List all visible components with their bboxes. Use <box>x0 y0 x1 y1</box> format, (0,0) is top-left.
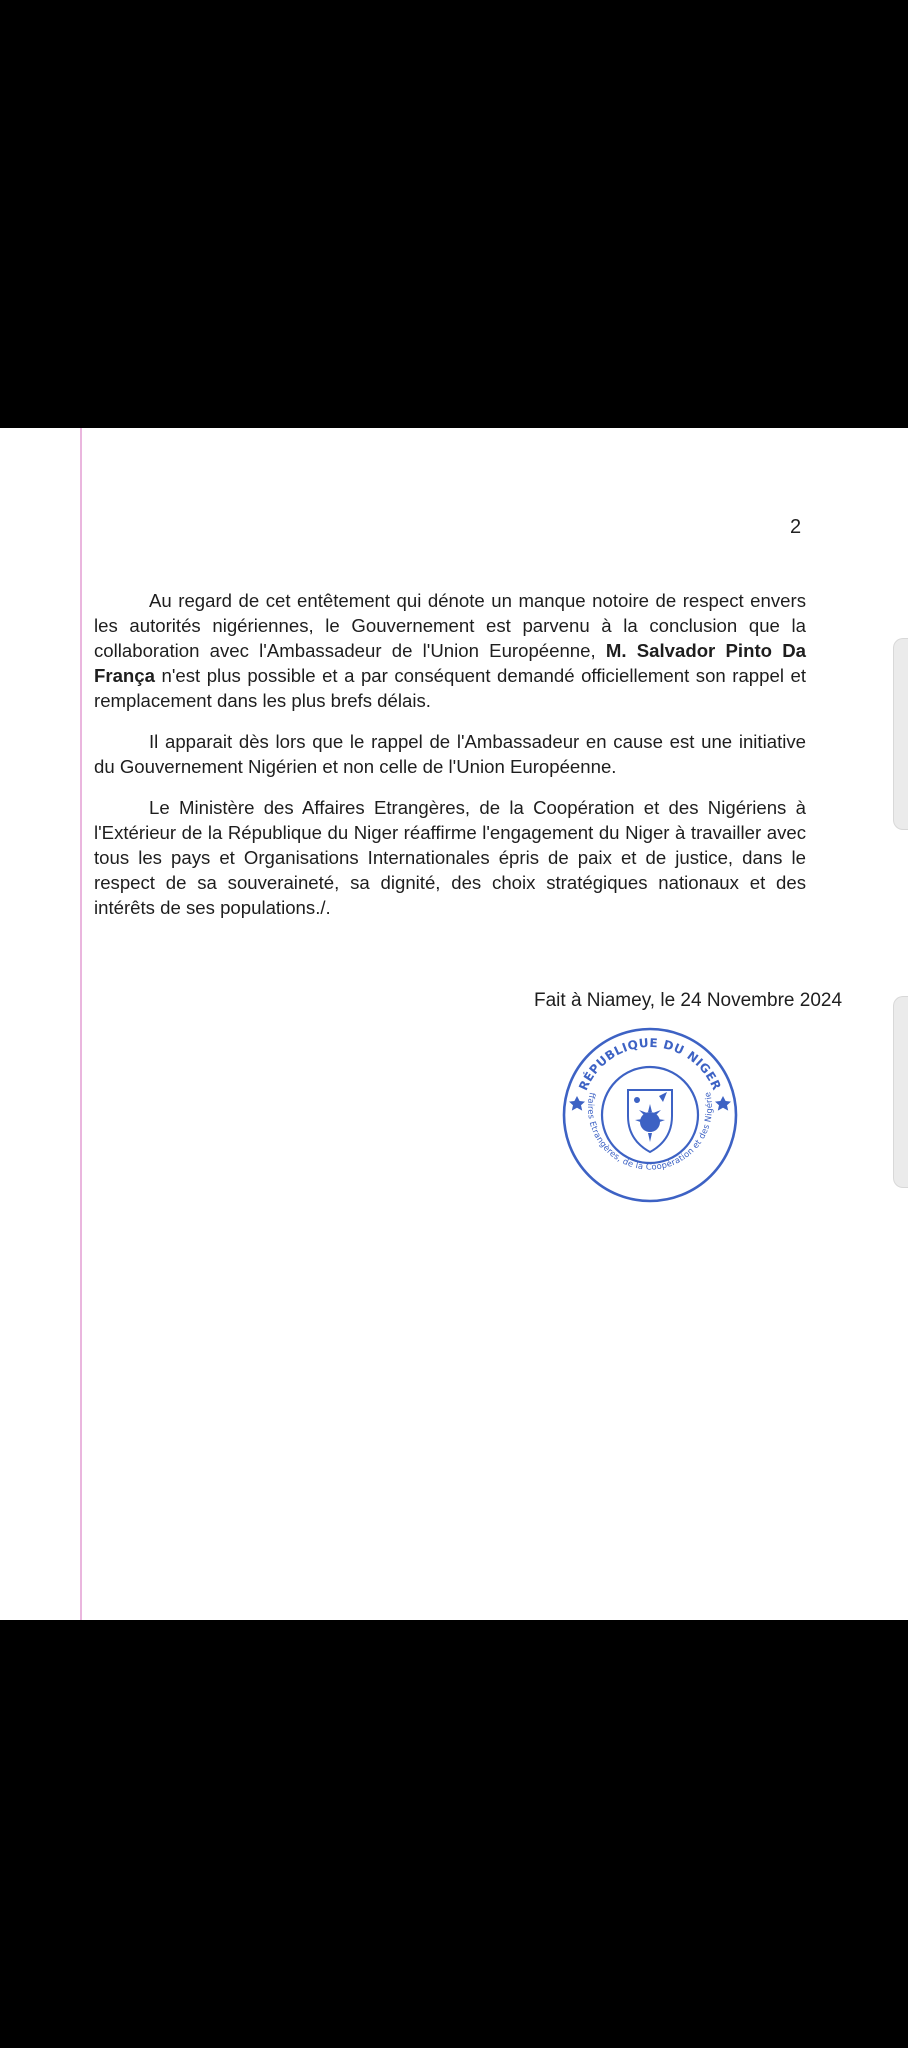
edge-panel-handle[interactable] <box>893 996 908 1188</box>
margin-line <box>80 428 82 1620</box>
edge-panel-handle[interactable] <box>893 638 908 830</box>
paragraph-2: Il apparait dès lors que le rappel de l'Ambassadeur en cause est une initiative du Gouvernement Nigérien et non celle de l'Union Européenne. <box>94 731 806 777</box>
document-page <box>0 428 908 1620</box>
place-and-date: Fait à Niamey, le 24 Novembre 2024 <box>534 990 843 1011</box>
ambassador-name: M. Salvador Pinto Da França <box>94 640 806 686</box>
paragraph-1-text: Au regard de cet entêtement qui dénote un manque notoire de respect envers les autorités nigériennes, le Gouvernement est parvenu à la conclusion que la collaboration avec l'Ambassadeur de l'Union Européenne, <box>94 590 806 661</box>
paragraph-3: Le Ministère des Affaires Etrangères, de la Coopération et des Nigériens à l'Extérieur de la République du Niger réaffirme l'engagement du Niger à travailler avec tous les pays et Organisations Internationales épris de paix et de justice, dans le respect de sa souveraineté, sa dignité, des choix stratégiques nationaux et des intérêts de ses populations./. <box>94 797 806 918</box>
paragraph-1-end: n'est plus possible et a par conséquent demandé officiellement son rappel et remplacement dans les plus brefs délais. <box>94 665 806 711</box>
letter-body <box>94 588 806 936</box>
stamp-seal-icon <box>555 1020 745 1210</box>
svg-text:RÉPUBLIQUE DU NIGER: RÉPUBLIQUE DU NIGER <box>576 1035 724 1093</box>
paragraph-1 <box>94 588 806 713</box>
official-stamp <box>555 1020 745 1210</box>
svg-text:Ministère des Affaires Etrangè: ffaires Etrangères, de la Coopération et des Nigérie <box>585 1090 715 1172</box>
page-number: 2 <box>790 516 802 538</box>
